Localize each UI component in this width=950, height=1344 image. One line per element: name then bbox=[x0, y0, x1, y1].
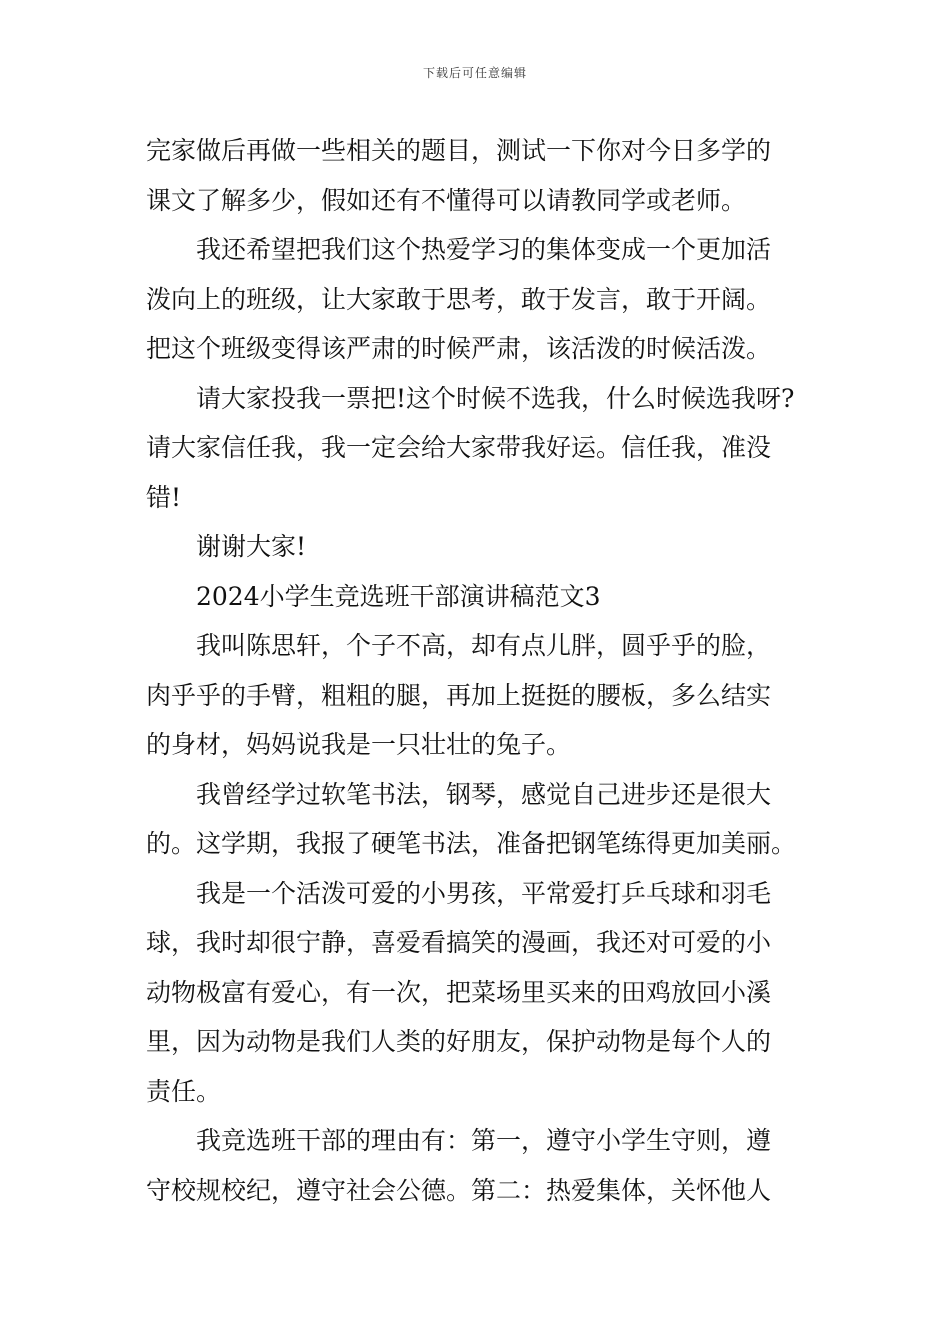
text-line: 错! bbox=[146, 482, 182, 512]
text-line: 球，我时却很宁静，喜爱看搞笑的漫画，我还对可爱的小 bbox=[146, 928, 772, 957]
text-line: 请大家投我一票把!这个时候不选我，什么时候选我呀? bbox=[196, 383, 795, 413]
text-line: 的。这学期，我报了硬笔书法，准备把钢笔练得更加美丽。 bbox=[146, 829, 797, 858]
text-line: 请大家信任我，我一定会给大家带我好运。信任我，准没 bbox=[146, 433, 772, 462]
page-header: 下载后可任意编辑 bbox=[422, 66, 527, 80]
text-line: 课文了解多少，假如还有不懂得可以请教同学或老师。 bbox=[146, 185, 747, 215]
text-line: 里，因为动物是我们人类的好朋友，保护动物是每个人的 bbox=[146, 1027, 772, 1056]
text-line: 我竞选班干部的理由有：第一，遵守小学生守则，遵 bbox=[196, 1126, 772, 1155]
text-line: 我叫陈思轩，个子不高，却有点儿胖，圆乎乎的脸， bbox=[196, 631, 772, 660]
text-line: 的身材，妈妈说我是一只壮壮的兔子。 bbox=[146, 730, 572, 759]
text-line: 把这个班级变得该严肃的时候严肃，该活泼的时候活泼。 bbox=[146, 334, 772, 363]
text-line: 守校规校纪，遵守社会公德。第二：热爱集体，关怀他人 bbox=[146, 1175, 772, 1205]
text-line: 我还希望把我们这个热爱学习的集体变成一个更加活 bbox=[196, 235, 772, 264]
text-line: 动物极富有爱心，有一次，把菜场里买来的田鸡放回小溪 bbox=[146, 977, 772, 1007]
text-line: 完家做后再做一些相关的题目，测试一下你对今日多学的 bbox=[146, 136, 772, 165]
text-line: 泼向上的班级，让大家敢于思考，敢于发言，敢于开阔。 bbox=[146, 284, 772, 314]
section-title: 2024小学生竞选班干部演讲稿范文3 bbox=[196, 581, 601, 611]
text-line: 谢谢大家! bbox=[196, 532, 307, 561]
text-line: 责任。 bbox=[146, 1076, 222, 1106]
text-line: 我曾经学过软笔书法，钢琴，感觉自己进步还是很大 bbox=[196, 779, 772, 809]
text-line: 我是一个活泼可爱的小男孩，平常爱打乒乓球和羽毛 bbox=[196, 878, 772, 908]
text-line: 肉乎乎的手臂，粗粗的腿，再加上挺挺的腰板，多么结实 bbox=[146, 680, 772, 710]
document-body bbox=[146, 126, 810, 1215]
